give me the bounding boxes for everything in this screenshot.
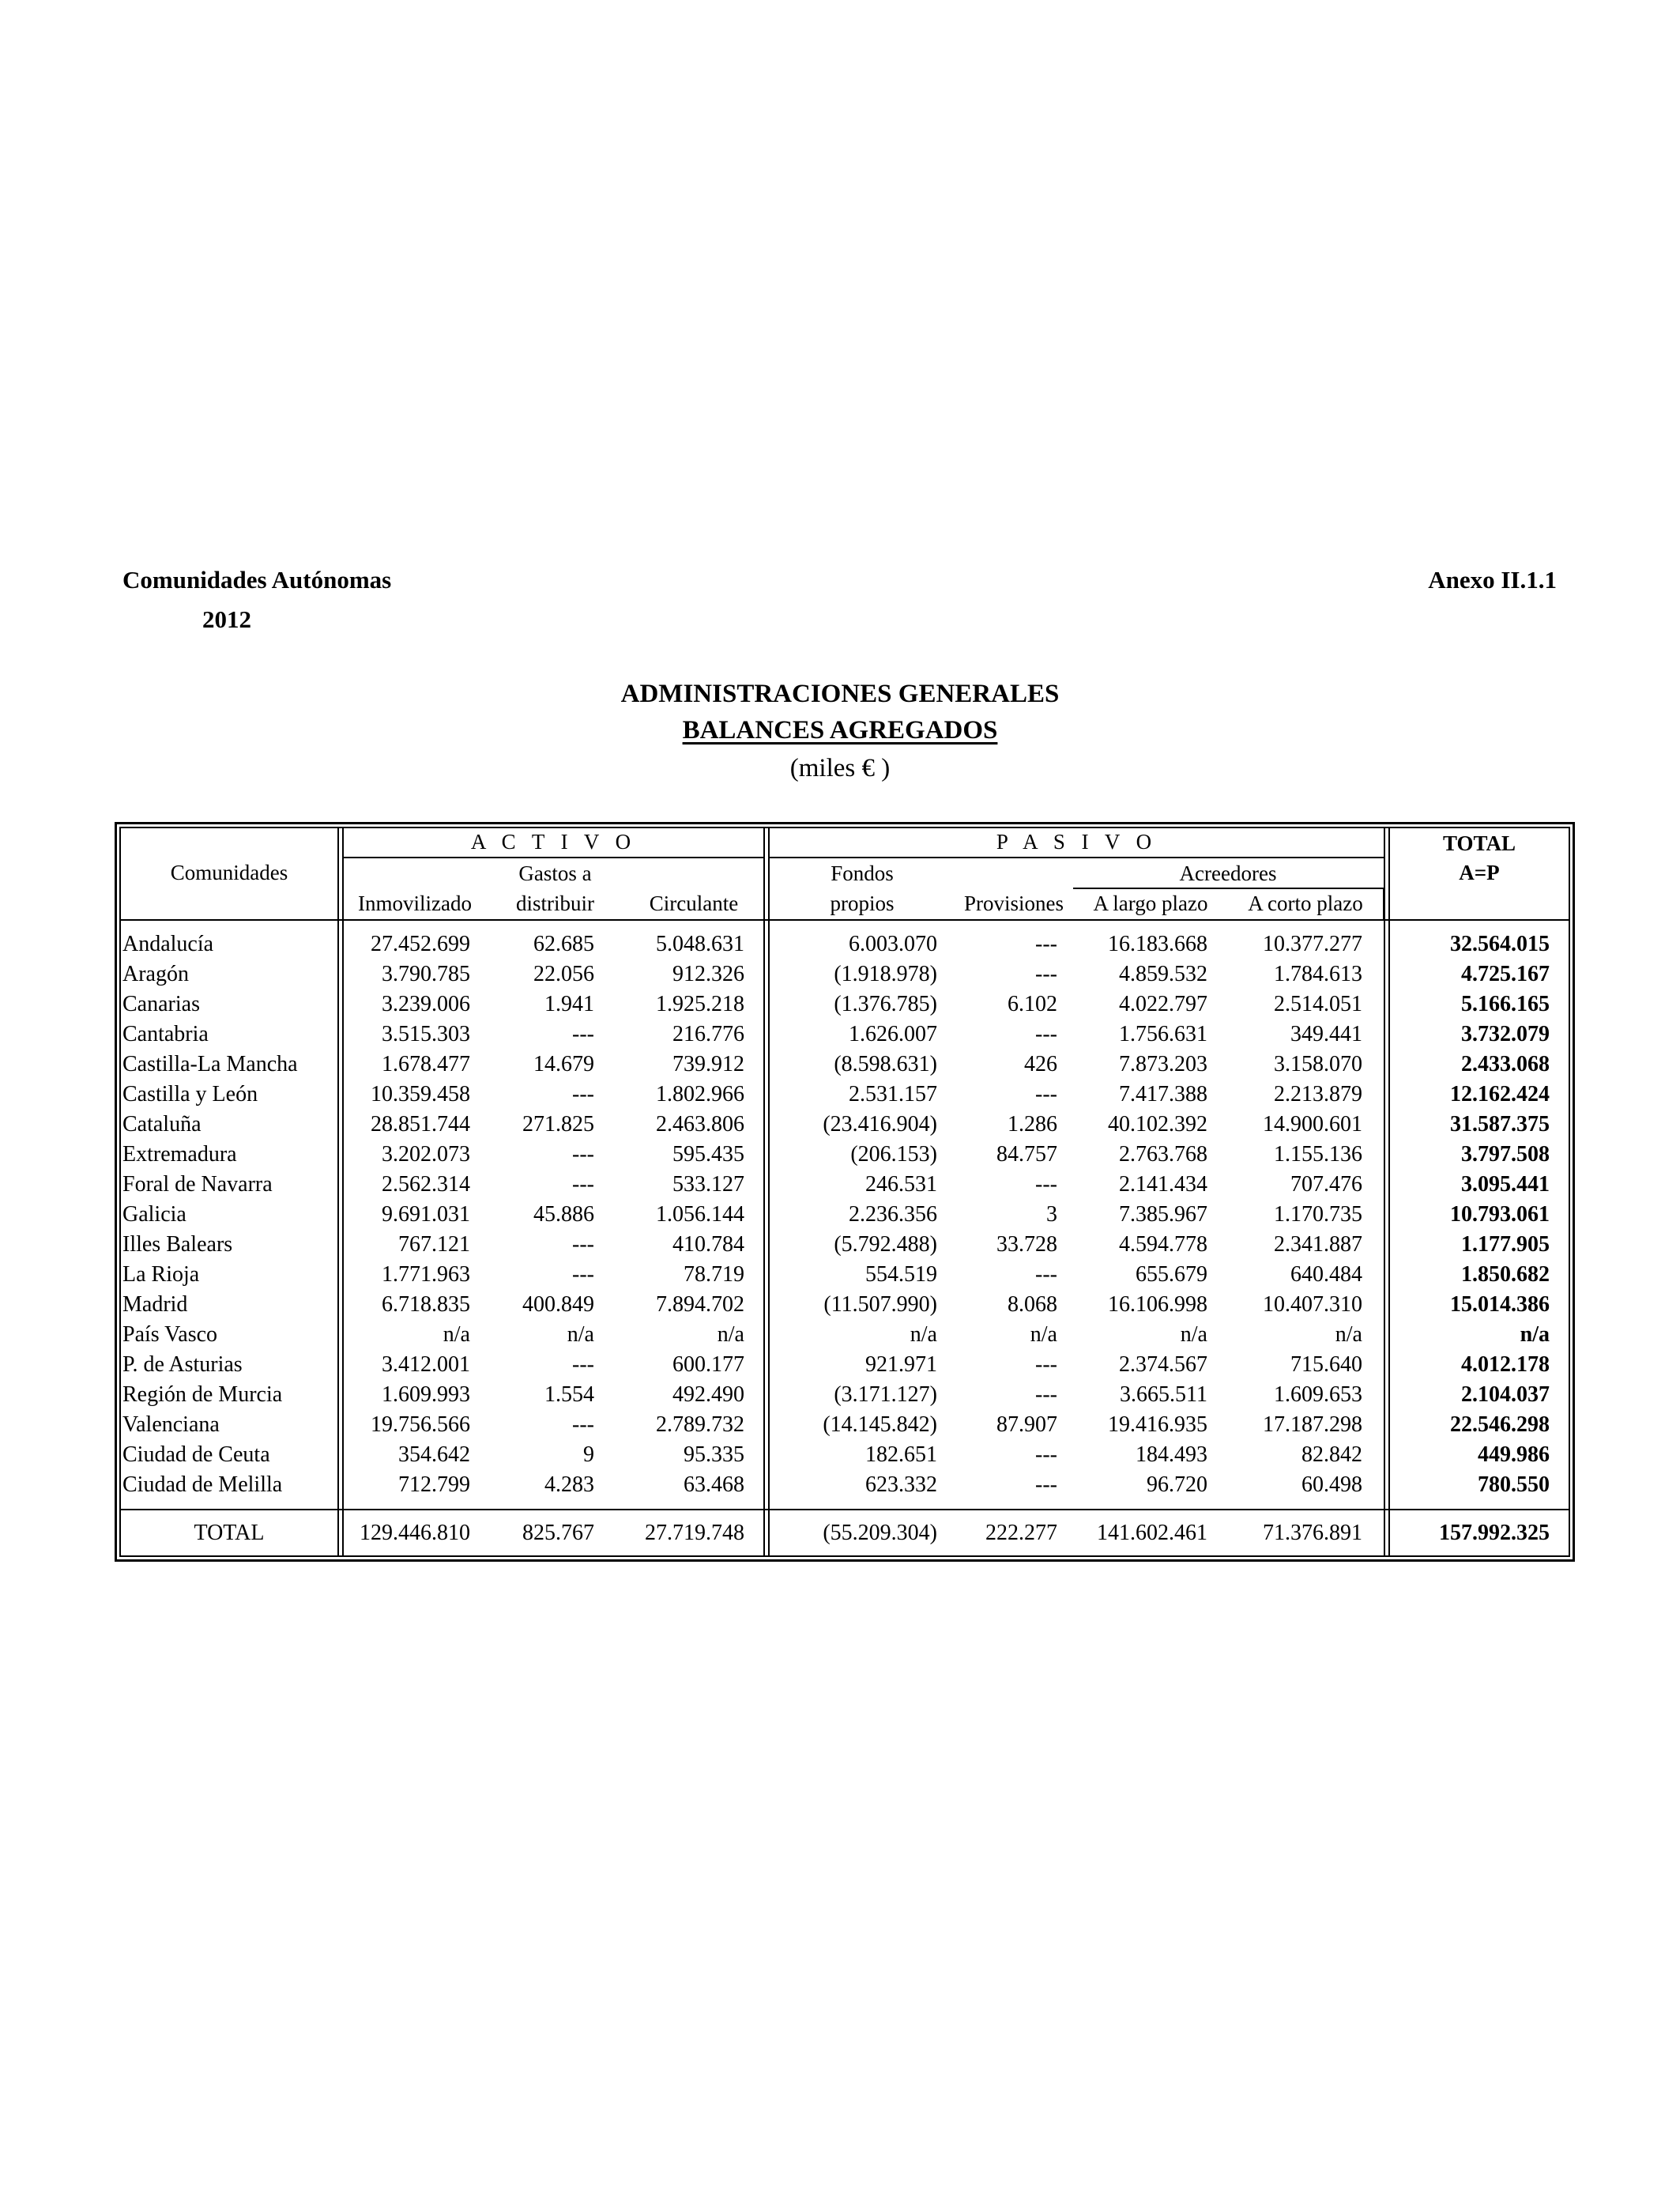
cell-comunidad: Foral de Navarra	[122, 1172, 273, 1197]
cell-gastos: 14.679	[533, 1052, 594, 1076]
cell-provisiones: ---	[1035, 1352, 1057, 1377]
cell-circulante: 7.894.702	[656, 1292, 744, 1317]
cell-largo-plazo: 4.594.778	[1119, 1232, 1207, 1257]
cell-total: 31.587.375	[1450, 1112, 1550, 1137]
cell-inmovilizado: 3.515.303	[382, 1022, 470, 1046]
cell-gastos: ---	[572, 1082, 594, 1106]
cell-corto-plazo: 1.609.653	[1274, 1382, 1362, 1407]
cell-gastos: ---	[572, 1412, 594, 1437]
cell-inmovilizado: 1.771.963	[382, 1262, 470, 1287]
cell-gastos: 62.685	[533, 932, 594, 956]
total-label: TOTAL	[194, 1521, 265, 1545]
cell-provisiones: n/a	[1030, 1322, 1057, 1347]
total-cell-inmovilizado: 129.446.810	[360, 1521, 470, 1545]
cell-circulante: 5.048.631	[656, 932, 744, 956]
cell-inmovilizado: 27.452.699	[371, 932, 470, 956]
cell-circulante: 410.784	[672, 1232, 744, 1257]
cell-fondos-propios: 554.519	[865, 1262, 937, 1287]
cell-inmovilizado: n/a	[443, 1322, 470, 1347]
cell-inmovilizado: 6.718.835	[382, 1292, 470, 1317]
cell-fondos-propios: (1.376.785)	[834, 992, 937, 1016]
cell-gastos: 4.283	[544, 1472, 594, 1497]
cell-gastos: 1.554	[544, 1382, 594, 1407]
cell-corto-plazo: 715.640	[1290, 1352, 1362, 1377]
cell-gastos: ---	[572, 1262, 594, 1287]
cell-fondos-propios: 6.003.070	[849, 932, 937, 956]
cell-largo-plazo: 2.374.567	[1119, 1352, 1207, 1377]
header-circulante: Circulante	[649, 892, 739, 915]
cell-circulante: 78.719	[684, 1262, 744, 1287]
cell-total: 22.546.298	[1450, 1412, 1550, 1437]
cell-gastos: ---	[572, 1232, 594, 1257]
cell-fondos-propios: (206.153)	[850, 1142, 937, 1167]
cell-fondos-propios: 921.971	[865, 1352, 937, 1377]
cell-inmovilizado: 1.609.993	[382, 1382, 470, 1407]
cell-comunidad: Castilla y León	[122, 1082, 258, 1106]
cell-comunidad: Canarias	[122, 992, 200, 1016]
cell-largo-plazo: 7.385.967	[1119, 1202, 1207, 1227]
cell-comunidad: Galicia	[122, 1202, 186, 1227]
cell-largo-plazo: 19.416.935	[1108, 1412, 1207, 1437]
total-cell-provisiones: 222.277	[985, 1521, 1057, 1545]
cell-total: 3.797.508	[1461, 1142, 1550, 1167]
cell-gastos: 45.886	[533, 1202, 594, 1227]
cell-fondos-propios: (11.507.990)	[823, 1292, 937, 1317]
cell-total: 1.850.682	[1461, 1262, 1550, 1287]
col-divider	[1384, 827, 1385, 1557]
cell-total: 2.433.068	[1461, 1052, 1550, 1076]
cell-circulante: 216.776	[672, 1022, 744, 1046]
cell-inmovilizado: 2.562.314	[382, 1172, 470, 1197]
cell-gastos: n/a	[567, 1322, 594, 1347]
cell-circulante: 1.056.144	[656, 1202, 744, 1227]
cell-provisiones: ---	[1035, 962, 1057, 986]
cell-total: 1.177.905	[1461, 1232, 1550, 1257]
cell-inmovilizado: 9.691.031	[382, 1202, 470, 1227]
cell-fondos-propios: 246.531	[865, 1172, 937, 1197]
cell-circulante: n/a	[717, 1322, 744, 1347]
col-divider	[337, 827, 339, 1557]
col-divider	[763, 827, 765, 1557]
cell-comunidad: Región de Murcia	[122, 1382, 283, 1407]
total-cell-fondos-propios: (55.209.304)	[823, 1521, 937, 1545]
cell-comunidad: Cantabria	[122, 1022, 209, 1046]
header-corto-plazo: A corto plazo	[1248, 892, 1363, 915]
cell-corto-plazo: 14.900.601	[1263, 1112, 1362, 1137]
cell-largo-plazo: 184.493	[1136, 1442, 1207, 1467]
acreedores-edge	[1383, 888, 1384, 919]
cell-largo-plazo: 1.756.631	[1119, 1022, 1207, 1046]
cell-corto-plazo: 1.170.735	[1274, 1202, 1362, 1227]
cell-circulante: 533.127	[672, 1172, 744, 1197]
cell-circulante: 1.925.218	[656, 992, 744, 1016]
cell-fondos-propios: 1.626.007	[849, 1022, 937, 1046]
cell-inmovilizado: 712.799	[398, 1472, 470, 1497]
cell-inmovilizado: 28.851.744	[371, 1112, 470, 1137]
cell-largo-plazo: 4.859.532	[1119, 962, 1207, 986]
header-gastos-2: distribuir	[516, 892, 594, 915]
cell-total: 12.162.424	[1450, 1082, 1550, 1106]
header-annex: Anexo II.1.1	[1428, 566, 1557, 594]
header-fondos-2: propios	[830, 892, 895, 915]
cell-circulante: 2.789.732	[656, 1412, 744, 1437]
cell-largo-plazo: 2.763.768	[1119, 1142, 1207, 1167]
cell-largo-plazo: 7.417.388	[1119, 1082, 1207, 1106]
total-cell-corto-plazo: 71.376.891	[1263, 1521, 1362, 1545]
total-cell-circulante: 27.719.748	[645, 1521, 744, 1545]
cell-comunidad: País Vasco	[122, 1322, 218, 1347]
cell-provisiones: 1.286	[1008, 1112, 1057, 1137]
cell-corto-plazo: 640.484	[1290, 1262, 1362, 1287]
header-year: 2012	[202, 605, 251, 633]
cell-provisiones: 426	[1024, 1052, 1057, 1076]
cell-inmovilizado: 3.412.001	[382, 1352, 470, 1377]
document-subtitle: BALANCES AGREGADOS	[682, 716, 998, 745]
cell-total: 780.550	[1478, 1472, 1550, 1497]
cell-inmovilizado: 3.239.006	[382, 992, 470, 1016]
header-fondos-1: Fondos	[831, 861, 894, 885]
cell-corto-plazo: 60.498	[1301, 1472, 1362, 1497]
cell-provisiones: 87.907	[996, 1412, 1057, 1437]
cell-provisiones: 84.757	[996, 1142, 1057, 1167]
cell-provisiones: ---	[1035, 1172, 1057, 1197]
cell-largo-plazo: n/a	[1180, 1322, 1207, 1347]
header-inmovilizado: Inmovilizado	[358, 892, 472, 915]
cell-comunidad: Ciudad de Melilla	[122, 1472, 283, 1497]
cell-corto-plazo: 3.158.070	[1274, 1052, 1362, 1076]
total-cell-total: 157.992.325	[1439, 1521, 1550, 1545]
cell-comunidad: La Rioja	[122, 1262, 200, 1287]
cell-fondos-propios: n/a	[910, 1322, 937, 1347]
cell-corto-plazo: 82.842	[1301, 1442, 1362, 1467]
cell-comunidad: Cataluña	[122, 1112, 202, 1137]
header-largo-plazo: A largo plazo	[1093, 892, 1208, 915]
cell-provisiones: ---	[1035, 1442, 1057, 1467]
cell-total: 3.095.441	[1461, 1172, 1550, 1197]
cell-comunidad: Ciudad de Ceuta	[122, 1442, 270, 1467]
cell-fondos-propios: (23.416.904)	[823, 1112, 937, 1137]
cell-inmovilizado: 1.678.477	[382, 1052, 470, 1076]
cell-total: 15.014.386	[1450, 1292, 1550, 1317]
cell-corto-plazo: 2.514.051	[1274, 992, 1362, 1016]
cell-inmovilizado: 3.202.073	[382, 1142, 470, 1167]
total-top-line	[119, 1509, 1570, 1510]
cell-provisiones: ---	[1035, 1472, 1057, 1497]
cell-total: 10.793.061	[1450, 1202, 1550, 1227]
header-total: TOTAL	[1442, 831, 1516, 855]
cell-corto-plazo: 17.187.298	[1263, 1412, 1362, 1437]
cell-comunidad: Valenciana	[122, 1412, 220, 1437]
cell-circulante: 2.463.806	[656, 1112, 744, 1137]
cell-largo-plazo: 3.665.511	[1120, 1382, 1207, 1407]
cell-largo-plazo: 4.022.797	[1119, 992, 1207, 1016]
cell-provisiones: 8.068	[1008, 1292, 1057, 1317]
header-acreedores: Acreedores	[1179, 861, 1277, 885]
header-provisiones: Provisiones	[963, 892, 1064, 915]
cell-fondos-propios: 182.651	[865, 1442, 937, 1467]
cell-fondos-propios: 2.531.157	[849, 1082, 937, 1106]
cell-gastos: ---	[572, 1022, 594, 1046]
cell-comunidad: Madrid	[122, 1292, 188, 1317]
cell-circulante: 95.335	[684, 1442, 744, 1467]
cell-largo-plazo: 7.873.203	[1119, 1052, 1207, 1076]
cell-largo-plazo: 96.720	[1147, 1472, 1207, 1497]
cell-provisiones: 6.102	[1008, 992, 1057, 1016]
cell-provisiones: ---	[1035, 1382, 1057, 1407]
cell-corto-plazo: 707.476	[1290, 1172, 1362, 1197]
cell-gastos: 400.849	[522, 1292, 594, 1317]
cell-largo-plazo: 40.102.392	[1108, 1112, 1207, 1137]
cell-fondos-propios: (1.918.978)	[834, 962, 937, 986]
cell-gastos: 9	[583, 1442, 594, 1467]
cell-corto-plazo: 349.441	[1290, 1022, 1362, 1046]
cell-inmovilizado: 3.790.785	[382, 962, 470, 986]
cell-inmovilizado: 767.121	[398, 1232, 470, 1257]
cell-gastos: ---	[572, 1172, 594, 1197]
cell-fondos-propios: (3.171.127)	[834, 1382, 937, 1407]
total-cell-largo-plazo: 141.602.461	[1097, 1521, 1207, 1545]
header-pasivo: P A S I V O	[996, 830, 1158, 854]
cell-largo-plazo: 16.106.998	[1108, 1292, 1207, 1317]
cell-gastos: 1.941	[544, 992, 594, 1016]
cell-largo-plazo: 655.679	[1136, 1262, 1207, 1287]
cell-largo-plazo: 2.141.434	[1119, 1172, 1207, 1197]
cell-total: n/a	[1520, 1322, 1550, 1347]
cell-inmovilizado: 10.359.458	[371, 1082, 470, 1106]
cell-corto-plazo: 2.341.887	[1274, 1232, 1362, 1257]
cell-total: 3.732.079	[1461, 1022, 1550, 1046]
cell-total: 4.725.167	[1461, 962, 1550, 986]
header-bottom-line	[119, 919, 1570, 921]
cell-gastos: ---	[572, 1142, 594, 1167]
cell-inmovilizado: 19.756.566	[371, 1412, 470, 1437]
cell-circulante: 600.177	[672, 1352, 744, 1377]
cell-circulante: 739.912	[672, 1052, 744, 1076]
header-activo: A C T I V O	[470, 830, 637, 854]
cell-total: 449.986	[1478, 1442, 1550, 1467]
cell-total: 2.104.037	[1461, 1382, 1550, 1407]
cell-total: 4.012.178	[1461, 1352, 1550, 1377]
cell-corto-plazo: 10.377.277	[1263, 932, 1362, 956]
cell-gastos: ---	[572, 1352, 594, 1377]
cell-gastos: 271.825	[522, 1112, 594, 1137]
cell-corto-plazo: 1.155.136	[1274, 1142, 1362, 1167]
cell-comunidad: Castilla-La Mancha	[122, 1052, 298, 1076]
cell-fondos-propios: (5.792.488)	[834, 1232, 937, 1257]
header-comunidades: Comunidades	[170, 861, 288, 884]
cell-circulante: 1.802.966	[656, 1082, 744, 1106]
cell-provisiones: ---	[1035, 932, 1057, 956]
cell-fondos-propios: (14.145.842)	[823, 1412, 937, 1437]
cell-circulante: 595.435	[672, 1142, 744, 1167]
total-cell-gastos: 825.767	[522, 1521, 594, 1545]
cell-fondos-propios: 623.332	[865, 1472, 937, 1497]
cell-circulante: 912.326	[672, 962, 744, 986]
cell-provisiones: 3	[1046, 1202, 1057, 1227]
cell-corto-plazo: 10.407.310	[1263, 1292, 1362, 1317]
cell-corto-plazo: 2.213.879	[1274, 1082, 1362, 1106]
cell-total: 5.166.165	[1461, 992, 1550, 1016]
cell-fondos-propios: (8.598.631)	[834, 1052, 937, 1076]
units-label: (miles € )	[789, 754, 891, 782]
cell-circulante: 492.490	[672, 1382, 744, 1407]
cell-circulante: 63.468	[684, 1472, 744, 1497]
cell-inmovilizado: 354.642	[398, 1442, 470, 1467]
header-gastos-1: Gastos a	[518, 861, 592, 885]
cell-gastos: 22.056	[533, 962, 594, 986]
cell-total: 32.564.015	[1450, 932, 1550, 956]
cell-provisiones: 33.728	[996, 1232, 1057, 1257]
cell-comunidad: Andalucía	[122, 932, 214, 956]
cell-largo-plazo: 16.183.668	[1108, 932, 1207, 956]
cell-provisiones: ---	[1035, 1262, 1057, 1287]
header-entity: Comunidades Autónomas	[122, 566, 392, 594]
cell-provisiones: ---	[1035, 1082, 1057, 1106]
cell-corto-plazo: 1.784.613	[1274, 962, 1362, 986]
cell-corto-plazo: n/a	[1335, 1322, 1362, 1347]
document-title: ADMINISTRACIONES GENERALES	[620, 680, 1060, 708]
cell-comunidad: P. de Asturias	[122, 1352, 243, 1377]
cell-comunidad: Aragón	[122, 962, 189, 986]
header-total-ap: A=P	[1459, 861, 1500, 884]
cell-comunidad: Illes Balears	[122, 1232, 233, 1257]
cell-provisiones: ---	[1035, 1022, 1057, 1046]
cell-comunidad: Extremadura	[122, 1142, 237, 1167]
cell-fondos-propios: 2.236.356	[849, 1202, 937, 1227]
